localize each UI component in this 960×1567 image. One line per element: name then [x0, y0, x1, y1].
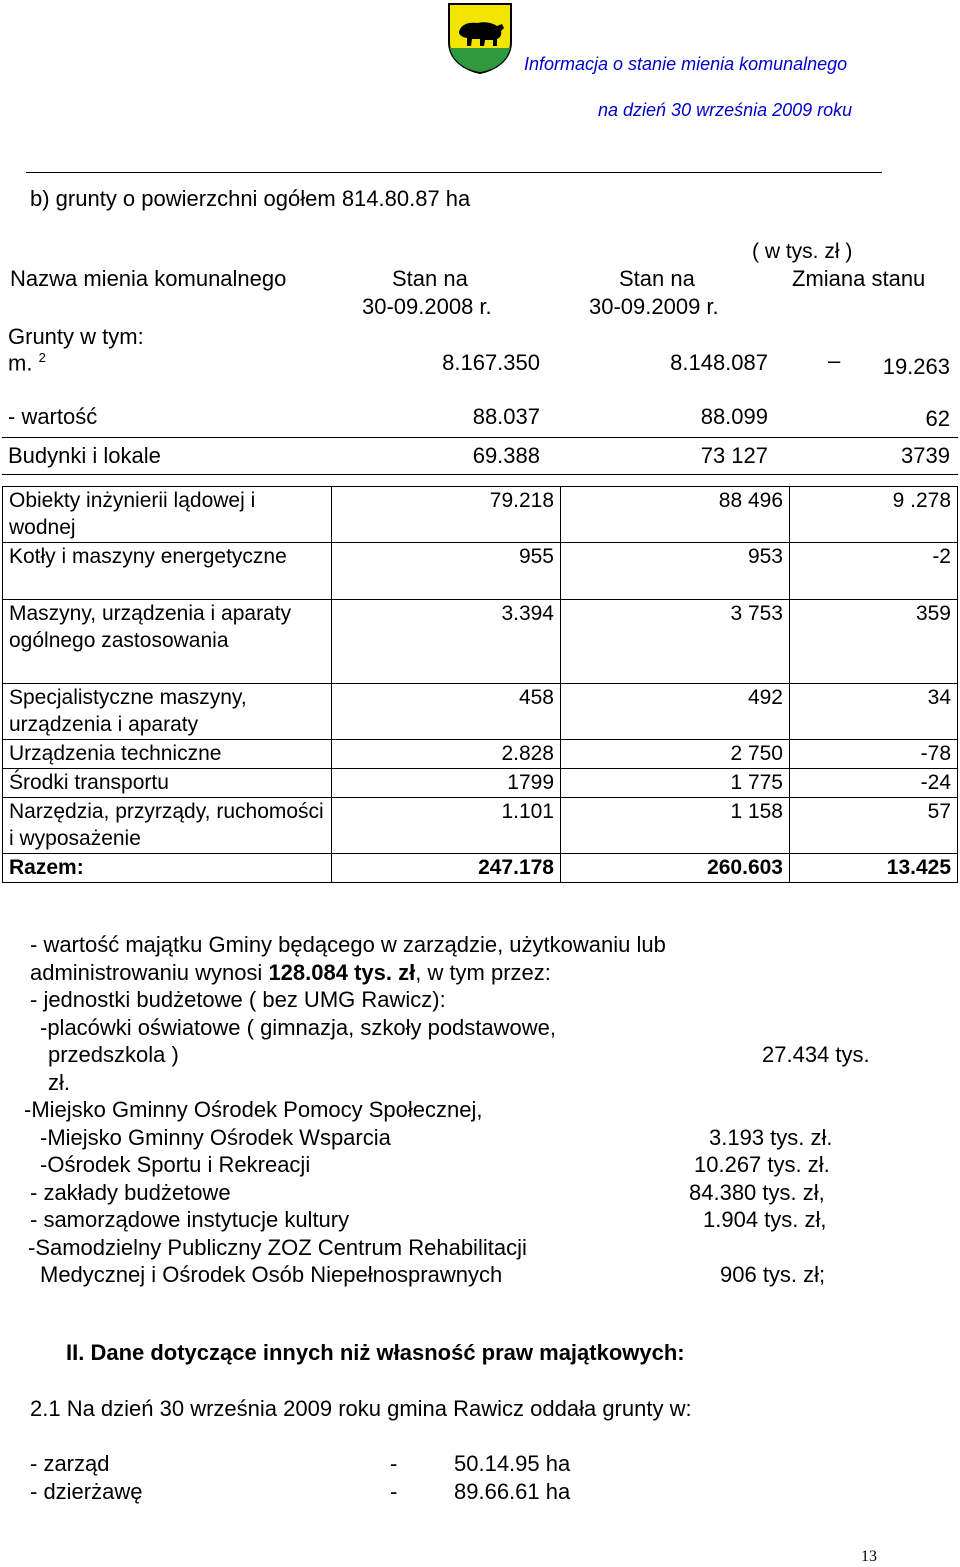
col-header-change: Zmiana stanu	[792, 266, 926, 291]
text-line: -Ośrodek Sportu i Rekreacji	[40, 1152, 311, 1177]
row-label: Specjalistyczne maszyny, urządzenia i aparaty	[3, 684, 332, 740]
grunty-2008: 8.167.350	[442, 350, 540, 375]
text-value: 27.434 tys.	[762, 1042, 870, 1067]
text-value: 3.193 tys. zł.	[709, 1125, 833, 1150]
text-line: - zakłady budżetowe	[30, 1180, 231, 1205]
text-line: -placówki oświatowe ( gimnazja, szkoły podstawowe,	[40, 1015, 556, 1040]
header-title: Informacja o stanie mienia komunalnego	[524, 54, 848, 74]
wartosc-2008: 88.037	[472, 404, 540, 429]
row-label: Środki transportu	[3, 769, 332, 798]
row-label: Kotły i maszyny energetyczne	[3, 543, 332, 600]
row-2008: 2.828	[332, 740, 561, 769]
row-2008: 955	[332, 543, 561, 600]
row-label: Obiekty inżynierii lądowej i wodnej	[3, 487, 332, 543]
row-label: Maszyny, urządzenia i aparaty ogólnego zastosowania	[3, 600, 332, 684]
zarzad-value: 50.14.95 ha	[454, 1451, 571, 1476]
col-header-2009-line2: 30-09.2009 r.	[589, 294, 719, 319]
table-row	[3, 798, 958, 854]
row-2008: 3.394	[332, 600, 561, 684]
section-b-heading: b) grunty o powierzchni ogółem 814.80.87 ha	[30, 186, 471, 211]
text-line: - jednostki budżetowe ( bez UMG Rawicz):	[30, 987, 446, 1012]
text-value: 10.267 tys. zł.	[694, 1152, 830, 1177]
text-line: -Miejsko Gminny Ośrodek Wsparcia	[40, 1125, 391, 1150]
grunty-change: 19.263	[882, 354, 950, 379]
unit-note: ( w tys. zł )	[752, 240, 853, 263]
table-rule-2	[2, 474, 958, 475]
col-header-2008-line2: 30-09.2008 r.	[362, 294, 492, 319]
table-row	[3, 543, 958, 600]
text-line: - samorządowe instytucje kultury	[30, 1207, 350, 1232]
row-change: 57	[790, 798, 958, 854]
text-line: -Samodzielny Publiczny ZOZ Centrum Rehabilitacji	[28, 1235, 527, 1260]
table-row	[3, 769, 958, 798]
total-2008: 247.178	[332, 854, 561, 883]
budynki-label: Budynki i lokale	[8, 443, 161, 468]
zarzad-label: - zarząd	[30, 1451, 110, 1476]
coat-of-arms-logo	[447, 2, 513, 74]
header-rule	[26, 172, 882, 173]
wartosc-2009: 88.099	[700, 404, 768, 429]
grunty-2009: 8.148.087	[670, 350, 768, 375]
table-row	[3, 600, 958, 684]
total-2009: 260.603	[561, 854, 790, 883]
budynki-2009: 73 127	[700, 443, 768, 468]
dzierzawa-value: 89.66.61 ha	[454, 1479, 571, 1504]
row-2009: 2 750	[561, 740, 790, 769]
row-2008: 79.218	[332, 487, 561, 543]
total-change: 13.425	[790, 854, 958, 883]
row-2009: 953	[561, 543, 790, 600]
row-2009: 492	[561, 684, 790, 740]
row-2008: 1799	[332, 769, 561, 798]
row-change: 359	[790, 600, 958, 684]
wartosc-label: - wartość	[8, 404, 98, 429]
row-2008: 1.101	[332, 798, 561, 854]
dzierzawa-label: - dzierżawę	[30, 1479, 143, 1504]
col-header-2008-line1: Stan na	[392, 266, 468, 291]
assets-table	[2, 486, 958, 883]
budynki-2008: 69.388	[472, 443, 540, 468]
row-change: -78	[790, 740, 958, 769]
zarzad-dash: -	[390, 1451, 398, 1476]
text-value: 1.904 tys. zł,	[703, 1207, 827, 1232]
table-row	[3, 487, 958, 543]
grunty-label: Grunty w tym:	[8, 324, 144, 349]
table-rule-1	[2, 437, 958, 438]
text-line: przedszkola )	[48, 1042, 179, 1067]
row-2008: 458	[332, 684, 561, 740]
wartosc-change: 62	[925, 406, 950, 431]
budynki-change: 3739	[901, 443, 950, 468]
text-line: - wartość majątku Gminy będącego w zarządzie, użytkowaniu lub	[30, 932, 666, 957]
text-line: zł.	[48, 1070, 70, 1095]
text-value: 906 tys. zł;	[720, 1262, 826, 1287]
dzierzawa-dash: -	[390, 1479, 398, 1504]
header-date: na dzień 30 września 2009 roku	[598, 100, 853, 120]
row-label: Urządzenia techniczne	[3, 740, 332, 769]
section-ii-heading: II. Dane dotyczące innych niż własność praw majątkowych:	[66, 1340, 685, 1365]
paragraph-2-1: 2.1 Na dzień 30 września 2009 roku gmina Rawicz oddała grunty w:	[30, 1396, 692, 1421]
row-change: -2	[790, 543, 958, 600]
grunty-change-dash: –	[828, 348, 841, 373]
text-line: Medycznej i Ośrodek Osób Niepełnosprawnych	[40, 1262, 503, 1287]
page-number: 13	[861, 1548, 877, 1565]
row-label: Narzędzia, przyrządy, ruchomości i wyposażenie	[3, 798, 332, 854]
table-row	[3, 684, 958, 740]
col-header-2009-line1: Stan na	[619, 266, 695, 291]
col-header-name: Nazwa mienia komunalnego	[10, 266, 287, 291]
total-label: Razem:	[3, 854, 332, 883]
row-2009: 88 496	[561, 487, 790, 543]
row-change: 9 .278	[790, 487, 958, 543]
text-value: 84.380 tys. zł,	[689, 1180, 825, 1205]
row-change: -24	[790, 769, 958, 798]
total-row	[3, 854, 958, 883]
row-2009: 1 775	[561, 769, 790, 798]
row-change: 34	[790, 684, 958, 740]
text-line: -Miejsko Gminny Ośrodek Pomocy Społecznej,	[24, 1097, 483, 1122]
row-2009: 1 158	[561, 798, 790, 854]
row-2009: 3 753	[561, 600, 790, 684]
table-row	[3, 740, 958, 769]
text-line: administrowaniu wynosi 128.084 tys. zł, w tym przez:	[30, 960, 551, 985]
grunty-unit: m. $^2$	[8, 350, 46, 376]
